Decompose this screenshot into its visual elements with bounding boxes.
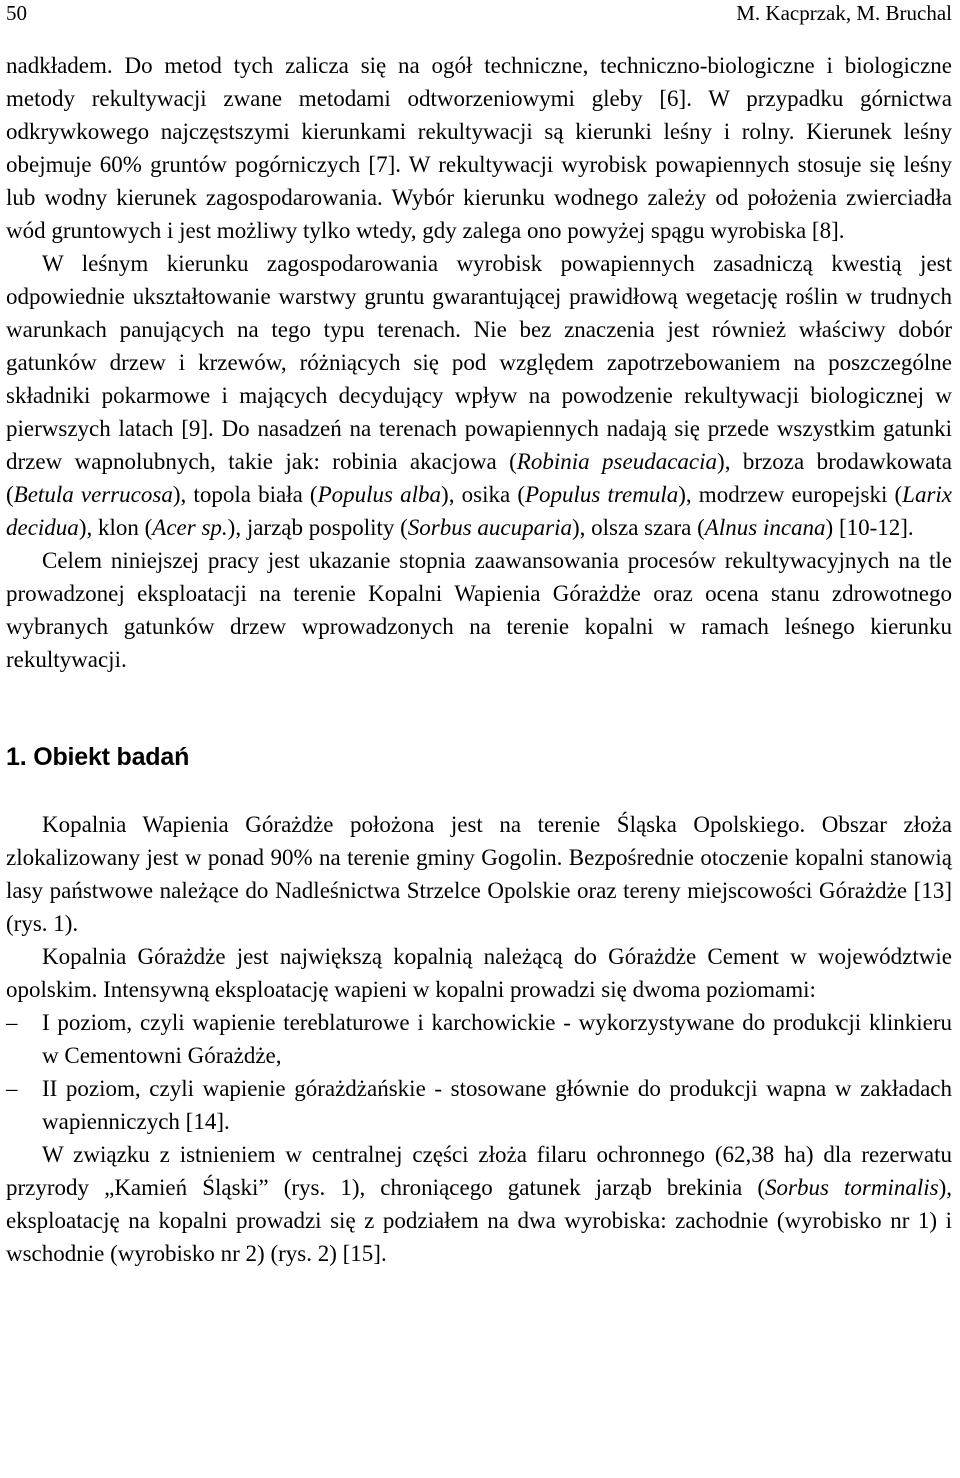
section-heading: 1. Obiekt badań bbox=[6, 743, 190, 771]
text-run: ), modrzew europejski ( bbox=[678, 482, 903, 507]
text-run: ), eksploatację na kopalni prowadzi się z podziałem na dwa wyrobiska: zachodnie (wyrobisko nr 1) i wschodnie (wyrobisko nr 2) (rys. 2) [15]. bbox=[6, 1175, 952, 1266]
dash-bullet: – bbox=[6, 1076, 18, 1101]
list-item bbox=[6, 1006, 952, 1072]
species-name: Robinia pseudacacia bbox=[516, 449, 718, 474]
main-text bbox=[6, 49, 952, 1270]
text-run: ), osika ( bbox=[441, 482, 525, 507]
paragraph-levels: Kopalnia Górażdże jest największą kopalnią należącą do Górażdże Cement w województwie opolskim. Intensywną eksploatację wapieni w kopalni prowadzi się dwoma poziomami: bbox=[6, 944, 952, 1002]
dash-bullet: – bbox=[6, 1010, 18, 1035]
species-name: Acer sp. bbox=[152, 515, 228, 540]
species-name: Populus alba bbox=[317, 482, 442, 507]
running-header-authors: M. Kacprzak, M. Bruchal bbox=[736, 1, 952, 25]
text-run: ), klon ( bbox=[78, 515, 153, 540]
text-run: ), olsza szara ( bbox=[571, 515, 705, 540]
running-header bbox=[6, 0, 952, 26]
text-run: ), topola biała ( bbox=[172, 482, 318, 507]
text-run: W leśnym kierunku zagospodarowania wyrobisk powapiennych zasadniczą kwestią jest odpowiednie ukształtowanie warstwy gruntu gwarantującej prawidłową wegetację roślin w trudnych warunkach panujących na tego typu terenach. Nie bez znaczenia jest również właściwy dobór gatunków drzew i krzewów, różniących się pod względem zapotrzebowaniem na poszczególne składniki pokarmowe i mających decydujący wpływ na powodzenie rekultywacji biologicznej w pierwszych latach [9]. Do nasadzeń na terenach powapiennych nadają się przede wszystkim gatunki drzew wapnolubnych, takie jak: robinia akacjowa ( bbox=[6, 251, 952, 474]
species-name: Sorbus aucuparia bbox=[407, 515, 572, 540]
species-name: Larix decidua bbox=[6, 482, 953, 540]
species-name: Alnus incana bbox=[704, 515, 826, 540]
species-name: Populus tremula bbox=[524, 482, 679, 507]
text-run: ), brzoza brodawkowata ( bbox=[6, 449, 952, 507]
text-run: ) [10-12]. bbox=[825, 515, 914, 540]
page-number: 50 bbox=[6, 1, 27, 25]
levels-list bbox=[6, 1006, 952, 1138]
paragraph-continuation: nadkładem. Do metod tych zalicza się na ogół techniczne, techniczno-biologiczne i biologiczne metody rekultywacji zwane metodami odtworzeniowymi gleby [6]. W przypadku górnictwa odkrywkowego najczęstszymi kierunkami rekultywacji są kierunki leśny i rolny. Kierunek leśny obejmuje 60% gruntów pogórniczych [7]. W rekultywacji wyrobisk powapiennych stosuje się leśny lub wodny kierunek zagospodarowania. Wybór kierunku wodnego zależy od położenia zwierciadła wód gruntowych i jest możliwy tylko wtedy, gdy zalega ono powyżej spągu wyrobiska [8]. bbox=[6, 53, 952, 243]
species-name: Sorbus torminalis bbox=[765, 1175, 939, 1200]
list-item-text: I poziom, czyli wapienie tereblaturowe i karchowickie - wykorzystywane do produkcji klinkieru w Cementowni Górażdże, bbox=[42, 1010, 952, 1068]
text-run: W związku z istnieniem w centralnej części złoża filaru ochronnego (62,38 ha) dla rezerwatu przyrody „Kamień Śląski” (rys. 1), chroniącego gatunek jarząb brekinia ( bbox=[6, 1142, 952, 1200]
paragraph-reserve bbox=[6, 1138, 952, 1270]
list-item bbox=[6, 1072, 952, 1138]
species-name: Betula verrucosa bbox=[13, 482, 173, 507]
paragraph-location: Kopalnia Wapienia Górażdże położona jest na terenie Śląska Opolskiego. Obszar złoża zlokalizowany jest w ponad 90% na terenie gminy Gogolin. Bezpośrednie otoczenie kopalni stanowią lasy państwowe należące do Nadleśnictwa Strzelce Opolskie oraz tereny miejscowości Górażdże [13] (rys. 1). bbox=[6, 812, 952, 936]
section-body bbox=[6, 808, 952, 1270]
text-run: ), jarząb pospolity ( bbox=[227, 515, 408, 540]
list-item-text: II poziom, czyli wapienie górażdżańskie - stosowane głównie do produkcji wapna w zakładach wapienniczych [14]. bbox=[42, 1076, 952, 1134]
paragraph-aim: Celem niniejszej pracy jest ukazanie stopnia zaawansowania procesów rekultywacyjnych na tle prowadzonej eksploatacji na terenie Kopalni Wapienia Górażdże oraz ocena stanu zdrowotnego wybranych gatunków drzew wprowadzonych na terenie kopalni w ramach leśnego kierunku rekultywacji. bbox=[6, 548, 952, 672]
document-page bbox=[6, 0, 952, 1270]
paragraph-forest-direction bbox=[6, 247, 952, 544]
